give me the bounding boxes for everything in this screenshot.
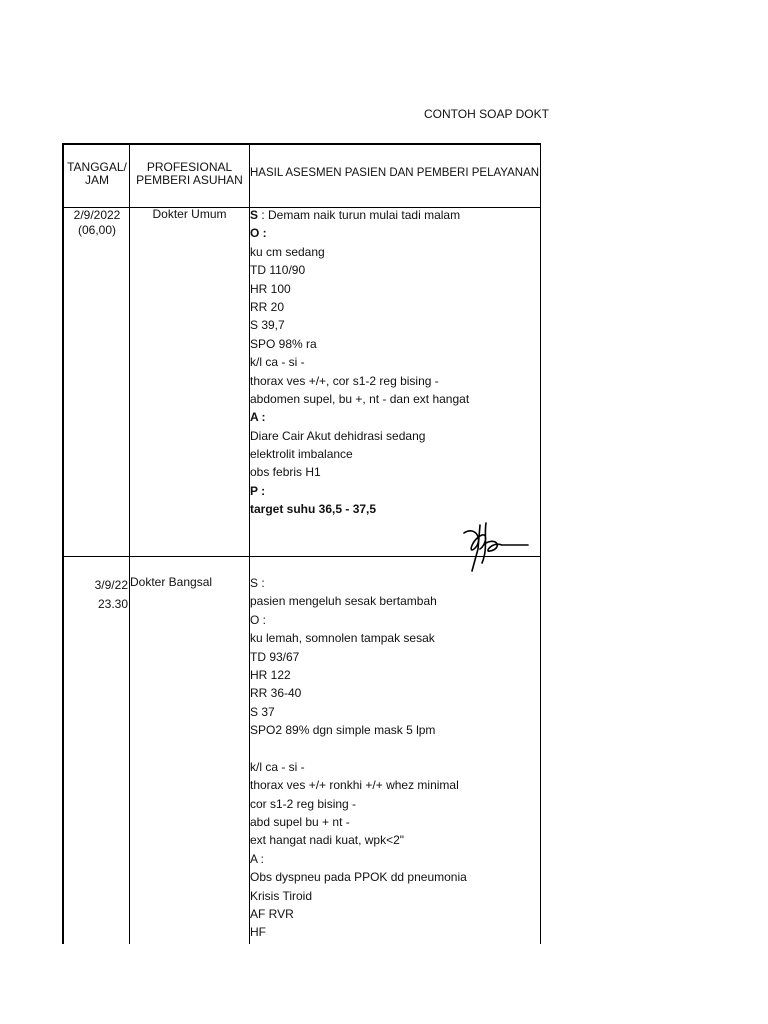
soap-line xyxy=(250,740,540,758)
row-2-professional: Dokter Bangsal xyxy=(130,575,213,589)
row-1-professional: Dokter Umum xyxy=(152,207,227,221)
row-1-date xyxy=(64,208,130,238)
soap-line: k/l ca - si - xyxy=(250,759,305,774)
soap-line: ku lemah, somnolen tampak sesak xyxy=(250,631,435,646)
soap-line: Krisis Tiroid xyxy=(250,888,313,903)
column-divider xyxy=(129,143,130,944)
soap-line: pasien mengeluh sesak bertambah xyxy=(250,594,437,609)
soap-line: A : xyxy=(250,410,266,425)
header-professional-line: PEMBERI ASUHAN xyxy=(136,173,243,187)
soap-subjective-label: S xyxy=(250,208,259,222)
soap-line: cor s1-2 reg bising - xyxy=(250,796,357,811)
soap-line: S 37 xyxy=(250,704,275,719)
row-1-time-line: (06,00) xyxy=(77,223,117,237)
soap-line: HF xyxy=(250,925,266,940)
soap-line: TD 93/67 xyxy=(250,649,300,664)
table-border-left xyxy=(62,143,64,944)
soap-line: P : xyxy=(250,483,266,498)
soap-line: TD 110/90 xyxy=(250,263,306,278)
soap-line: HR 122 xyxy=(250,667,291,682)
soap-line: Diare Cair Akut dehidrasi sedang xyxy=(250,428,426,443)
soap-line xyxy=(250,206,540,224)
table-border-top xyxy=(62,143,541,145)
header-professional xyxy=(130,161,249,187)
signature-image xyxy=(458,519,534,573)
soap-line: thorax ves +/+, cor s1-2 reg bising - xyxy=(250,373,439,388)
soap-line: RR 20 xyxy=(250,299,285,314)
row-2-date xyxy=(64,576,128,614)
soap-line: abd supel bu + nt - xyxy=(250,815,350,830)
soap-line: HR 100 xyxy=(250,281,291,296)
soap-line: abdomen supel, bu +, nt - dan ext hangat xyxy=(250,391,470,406)
header-date xyxy=(64,161,130,187)
soap-line: SPO2 89% dgn simple mask 5 lpm xyxy=(250,723,436,738)
header-professional-line: PROFESIONAL xyxy=(146,160,233,174)
soap-line: obs febris H1 xyxy=(250,465,321,480)
soap-line: ext hangat nadi kuat, wpk<2" xyxy=(250,833,405,848)
soap-line: RR 36-40 xyxy=(250,686,302,701)
header-date-line: JAM xyxy=(85,173,109,187)
document-title: CONTOH SOAP DOKT xyxy=(424,107,549,121)
soap-line: thorax ves +/+ ronkhi +/+ whez minimal xyxy=(250,778,459,793)
soap-line: target suhu 36,5 - 37,5 xyxy=(250,502,377,517)
soap-line: SPO 98% ra xyxy=(250,336,317,351)
row-2-date-line: 3/9/22 xyxy=(94,578,128,592)
soap-line: elektrolit imbalance xyxy=(250,447,353,462)
soap-line: A : xyxy=(250,851,265,866)
soap-line: ku cm sedang xyxy=(250,244,325,259)
soap-line: S : xyxy=(250,576,265,590)
row-2-notes xyxy=(250,574,540,942)
header-date-line: TANGGAL/ xyxy=(67,160,127,174)
soap-line: k/l ca - si - xyxy=(250,355,305,370)
row-1-notes xyxy=(250,206,540,519)
table-border-right xyxy=(540,143,541,944)
soap-line: O : xyxy=(250,612,267,627)
header-assessment: HASIL ASESMEN PASIEN DAN PEMBERI PELAYANAN xyxy=(250,167,540,179)
soap-subjective-text: : Demam naik turun mulai tadi malam xyxy=(258,208,461,222)
soap-line: S 39,7 xyxy=(250,318,285,333)
soap-line: Obs dyspneu pada PPOK dd pneumonia xyxy=(250,870,467,885)
row-1-date-line: 2/9/2022 xyxy=(73,208,121,222)
row-2-time-line: 23.30 xyxy=(97,597,128,611)
soap-line: AF RVR xyxy=(250,907,294,922)
soap-line: O : xyxy=(250,226,267,241)
